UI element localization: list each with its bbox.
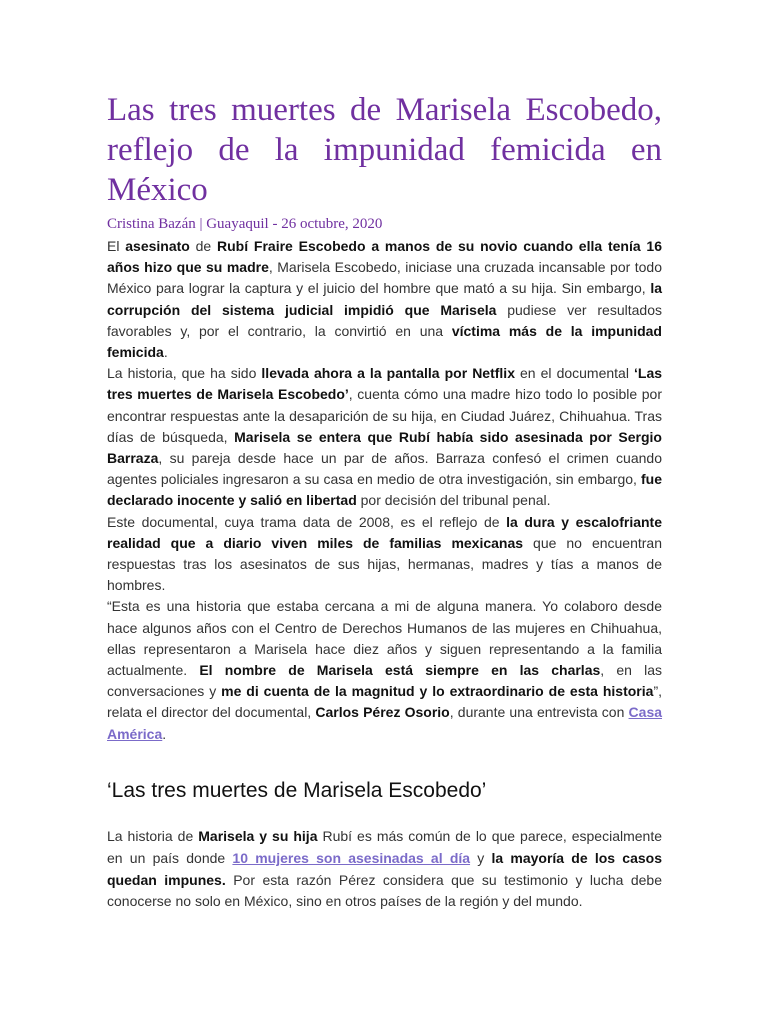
text: pudiese ver resultados favorables y, por el contrario, la convirtió en una bbox=[107, 301, 662, 339]
paragraph-5 bbox=[107, 826, 662, 913]
casa-america-link[interactable]: Casa América bbox=[107, 704, 663, 742]
bold-text: Marisela se entera que Rubí había sido asesinada por Sergio Barraza bbox=[107, 428, 662, 467]
bold-text: fue declarado inocente y salió en libertad bbox=[107, 471, 662, 509]
text: y bbox=[470, 849, 492, 866]
bold-text: El nombre de Marisela está siempre en las charlas bbox=[199, 662, 601, 679]
paragraph-4 bbox=[107, 596, 662, 744]
article-byline: Cristina Bazán | Guayaquil - 26 octubre, 2020 bbox=[107, 216, 383, 232]
text: Este documental, cuya trama data de 2008, es el reflejo de bbox=[107, 513, 507, 530]
statistics-link[interactable]: 10 mujeres son asesinadas al día bbox=[232, 849, 471, 866]
text: que no encuentran respuestas tras los asesinatos de sus hijas, hermanas, madres y tías a manos de hombres. bbox=[107, 534, 663, 594]
text: . bbox=[163, 344, 168, 361]
text: . bbox=[162, 725, 167, 742]
text: , durante una entrevista con bbox=[449, 704, 629, 721]
bold-text: la corrupción del sistema judicial impidió que Marisela bbox=[107, 280, 662, 318]
section-body bbox=[107, 826, 662, 913]
text: El bbox=[107, 238, 126, 254]
bold-text: me di cuenta de la magnitud y lo extraordinario de esta historia bbox=[221, 683, 654, 700]
text: , cuenta cómo una madre hizo todo lo posible por encontrar respuestas ante la desaparición de su hija, en Ciudad Juárez, Chihuahua. Tras días de búsqueda, bbox=[107, 386, 662, 445]
text: “Esta es una historia que estaba cercana a mi de alguna manera. Yo colaboro desde hace algunos años con el Centro de Derechos Humanos de las mujeres en Chihuahua, ellas representaron a Marisela hace diez años y siguen representando a la familia actualmente. bbox=[107, 598, 662, 679]
bold-text: Marisela y su hija bbox=[198, 828, 318, 844]
text: en el documental bbox=[514, 365, 634, 382]
paragraph-1 bbox=[107, 236, 662, 363]
text: , en las conversaciones y bbox=[107, 662, 662, 700]
text: de bbox=[189, 238, 218, 254]
article-body bbox=[107, 236, 662, 745]
bold-text: la dura y escalofriante realidad que a diario viven miles de familias mexicanas bbox=[107, 513, 662, 551]
text: La historia, que ha sido bbox=[107, 365, 262, 382]
paragraph-3 bbox=[107, 512, 662, 597]
text: , Marisela Escobedo, iniciase una cruzada incansable por todo México para lograr la captura y el juicio del hombre que mató a su hija. Sin embargo, bbox=[107, 259, 662, 297]
bold-text: Carlos Pérez Osorio bbox=[315, 704, 450, 721]
text: Por esta razón Pérez considera que su testimonio y lucha debe conocerse no solo en México, sino en otros países de la región y del mundo. bbox=[107, 871, 663, 910]
article-title: Las tres muertes de Marisela Escobedo, reflejo de la impunidad femicida en México bbox=[107, 92, 662, 208]
bold-text: llevada ahora a la pantalla por Netflix bbox=[261, 365, 515, 382]
text: ”, relata el director del documental, bbox=[107, 683, 662, 721]
bold-text: asesinato bbox=[125, 238, 190, 254]
text: Rubí es más común de lo que parece, especialmente en un país donde bbox=[107, 828, 663, 866]
text: , su pareja desde hace un par de años. Barraza confesó el crimen cuando agentes policiales ingresaron a su casa en medio de otra investigación, sin embargo, bbox=[107, 450, 662, 488]
text: La historia de bbox=[107, 828, 199, 844]
section-heading: ‘Las tres muertes de Marisela Escobedo’ bbox=[107, 779, 487, 802]
text: por decisión del tribunal penal. bbox=[356, 492, 551, 509]
bold-text: víctima más de la impunidad femicida bbox=[107, 322, 662, 361]
bold-text: Rubí Fraire Escobedo a manos de su novio cuando ella tenía 16 años hizo que su madre bbox=[107, 238, 662, 276]
bold-text: ‘Las tres muertes de Marisela Escobedo’ bbox=[107, 365, 663, 403]
bold-text: la mayoría de los casos quedan impunes. bbox=[107, 849, 662, 888]
paragraph-2 bbox=[107, 363, 662, 511]
